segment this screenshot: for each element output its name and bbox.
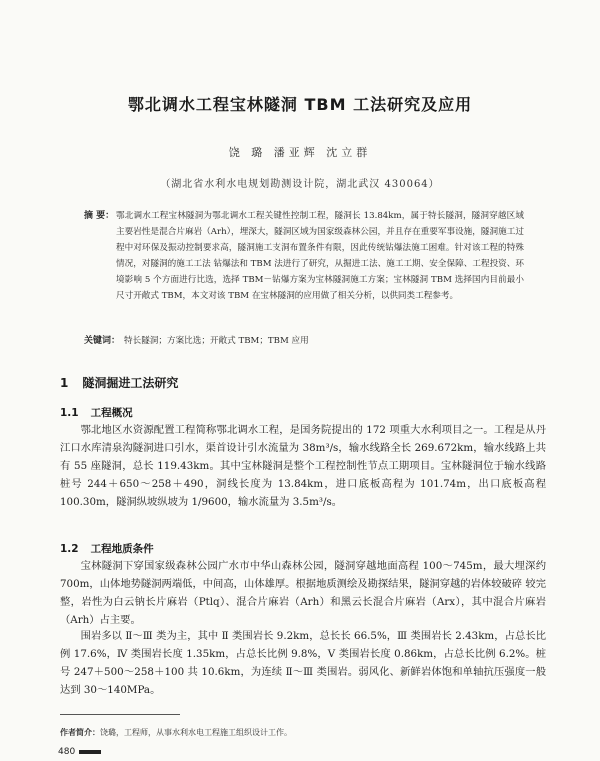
paragraph-geology-1: 宝林隧洞下穿国家级森林公园广水市中华山森林公园，隧洞穿越地面高程 100～745m，最大埋深约 700m，山体地势隧洞两端低，中间高，山体雄厚。根据地质测绘及勘探结果，隧洞穿越的岩体较破碎 较完整，岩性为白云钠长片麻岩（Ptlq）、混合片麻岩（Arh）和黑云长混合片麻岩（Arx），其中混合片麻岩（Arh）占主要。 bbox=[60, 560, 546, 626]
keywords-text: 特长隧洞；方案比选；开敞式 TBM；TBM 应用 bbox=[124, 336, 309, 346]
section-number: 1 bbox=[60, 376, 69, 390]
section-title: 隧洞掘进工法研究 bbox=[82, 376, 179, 390]
abstract-label: 摘 要： bbox=[84, 211, 115, 221]
footnote-divider bbox=[60, 714, 180, 715]
subsection-number: 1.1 bbox=[60, 407, 79, 419]
subsection-title: 工程概况 bbox=[90, 407, 133, 419]
paper-title: 鄂北调水工程宝林隧洞 TBM 工法研究及应用 bbox=[127, 95, 473, 114]
subsection-heading-1-1 bbox=[60, 405, 133, 420]
paragraph-project-overview: 鄂北地区水资源配置工程简称鄂北调水工程，是国务院提出的 172 项重大水利项目之一。工程是从丹江口水库清泉沟隧洞进口引水，渠首设计引水流量为 38m³/s，输水线路全长 269.672km，输水线路上共有 55 座隧洞，总长 119.43km。其中宝林隧洞是整个工程控制性节点工期项目。宝林隧洞位于输水线路桩号 244＋650～258＋490，洞线长度为 13.84km，进口底板高程为 101.74m，出口底板高程 100.30m，隧洞纵坡纵坡为 1/9600，输水流量为 3.5m³/s。 bbox=[60, 424, 546, 508]
subsection-number: 1.2 bbox=[60, 543, 79, 555]
section-heading-1 bbox=[60, 374, 178, 391]
author-footnote bbox=[60, 727, 292, 738]
abstract-text: 鄂北调水工程宝林隧洞为鄂北调水工程关键性控制工程，隧洞长 13.84km，属于特长隧洞，隧洞穿越区域主要岩性是混合片麻岩（Arh），埋深大，隧洞区域为国家级森林公园，并且存在重要军事设施，隧洞施工过程中对环保及振动控制要求高，隧洞施工支洞布置条件有限，因此传统钻爆法施工困难。针对该工程的特殊情况，对隧洞的施工工法 钻爆法和 TBM 法进行了研究，从掘进工法、施工工期、安全保障、工程投资、环境影响 5 个方面进行比选，选择 TBM－钻爆方案为宝林隧洞施工方案；宝林隧洞 TBM 选择国内目前最小尺寸开敞式 TBM，本文对该 TBM 在宝林隧洞的应用做了相关分析，以供同类工程参考。 bbox=[116, 211, 524, 301]
footnote-label: 作者简介： bbox=[60, 727, 100, 737]
page-number-text: 480 bbox=[58, 747, 76, 757]
paragraph-geology-2: 围岩多以 Ⅱ～Ⅲ 类为主，其中 Ⅱ 类围岩长 9.2km，总长长 66.5%，Ⅲ 类围岩长 2.43km，占总长比例 17.6%，Ⅳ 类围岩长度 1.35km，占总长比例 9.8%，Ⅴ 类围岩长度 0.86km，占总长比例 6.2%。桩号 247＋500～258＋100 共 10.6km，为连续 Ⅱ～Ⅲ 类围岩。弱风化、新鲜岩体饱和单轴抗压强度一般达到 30～140MPa。 bbox=[60, 630, 546, 696]
subsection-heading-1-2 bbox=[60, 541, 154, 556]
page-number-bar bbox=[79, 750, 101, 754]
page-number bbox=[58, 747, 101, 757]
affiliation: （湖北省水利水电规划勘测设计院，湖北武汉 430064） bbox=[160, 179, 440, 190]
abstract bbox=[84, 209, 524, 304]
keywords-label: 关键词： bbox=[84, 336, 121, 346]
subsection-title: 工程地质条件 bbox=[90, 543, 154, 555]
author-list: 饶 璐 潘亚辉 沈立群 bbox=[228, 146, 372, 159]
footnote-text: 饶璐，工程师，从事水利水电工程施工组织设计工作。 bbox=[100, 728, 292, 737]
keywords bbox=[84, 333, 524, 346]
